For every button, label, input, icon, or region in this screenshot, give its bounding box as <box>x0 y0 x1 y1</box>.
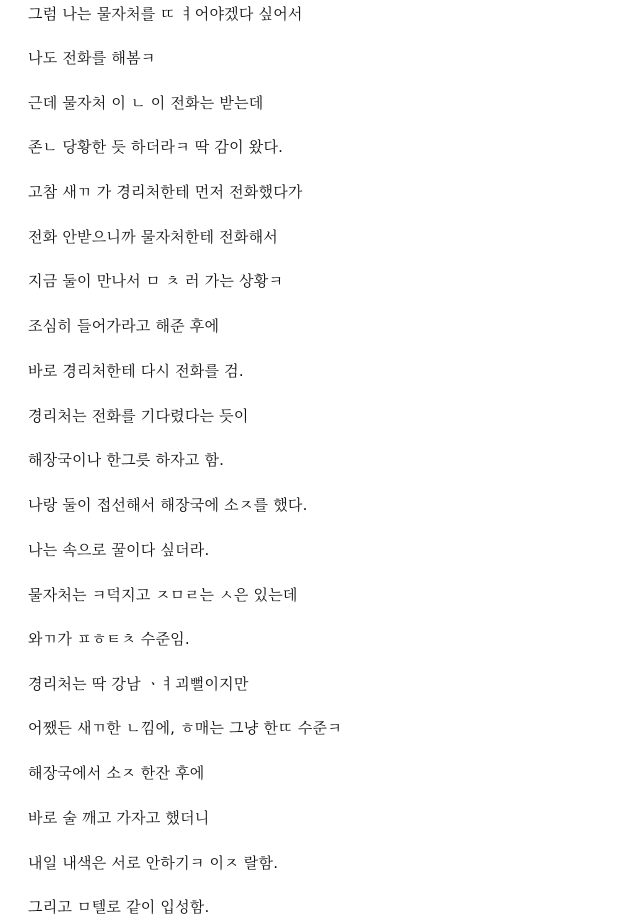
text-line: 어쨌든 새ㄲ한 ㄴ낌에, ㅎ매는 그냥 한ㄸ 수준ㅋ <box>28 719 342 737</box>
text-line: 경리처는 전화를 기다렸다는 듯이 <box>28 407 249 425</box>
text-line: 지금 둘이 만나서 ㅁ ㅊ 러 가는 상황ㅋ <box>28 272 284 290</box>
text-line: 그럼 나는 물자처를 ㄸ ㅕ어야겠다 싶어서 <box>28 5 303 23</box>
text-line: 와ㄲ가 ㅍㅎㅌㅊ 수준임. <box>28 630 190 648</box>
text-line: 근데 물자처 이 ㄴ 이 전화는 받는데 <box>28 94 264 112</box>
text-line: 경리처는 딱 강남 ㆍㅕ괴뻘이지만 <box>28 675 249 693</box>
text-line: 바로 술 깨고 가자고 했더니 <box>28 809 210 827</box>
text-line: 전화 안받으니까 물자처한테 전화해서 <box>28 228 278 246</box>
text-line: 나는 속으로 꿀이다 싶더라. <box>28 541 210 559</box>
text-line: 바로 경리처한테 다시 전화를 검. <box>28 362 244 380</box>
text-line: 내일 내색은 서로 안하기ㅋ 이ㅈ 랄함. <box>28 854 279 872</box>
text-line: 나랑 둘이 접선해서 해장국에 소ㅈ를 했다. <box>28 496 308 514</box>
text-line: 해장국에서 소ㅈ 한잔 후에 <box>28 764 205 782</box>
text-line: 존ㄴ 당황한 듯 하더라ㅋ 딱 감이 왔다. <box>28 138 284 156</box>
text-line: 나도 전화를 해봄ㅋ <box>28 49 156 67</box>
text-line: 조심히 들어가라고 해준 후에 <box>28 317 220 335</box>
text-line: 그리고 ㅁ텔로 같이 입성함. <box>28 898 210 916</box>
text-line: 해장국이나 한그릇 하자고 함. <box>28 451 225 469</box>
text-line: 고참 새ㄲ 가 경리처한테 먼저 전화했다가 <box>28 183 303 201</box>
text-line: 물자처는 ㅋ덕지고 ㅈㅁㄹ는 ㅅ은 있는데 <box>28 586 298 604</box>
